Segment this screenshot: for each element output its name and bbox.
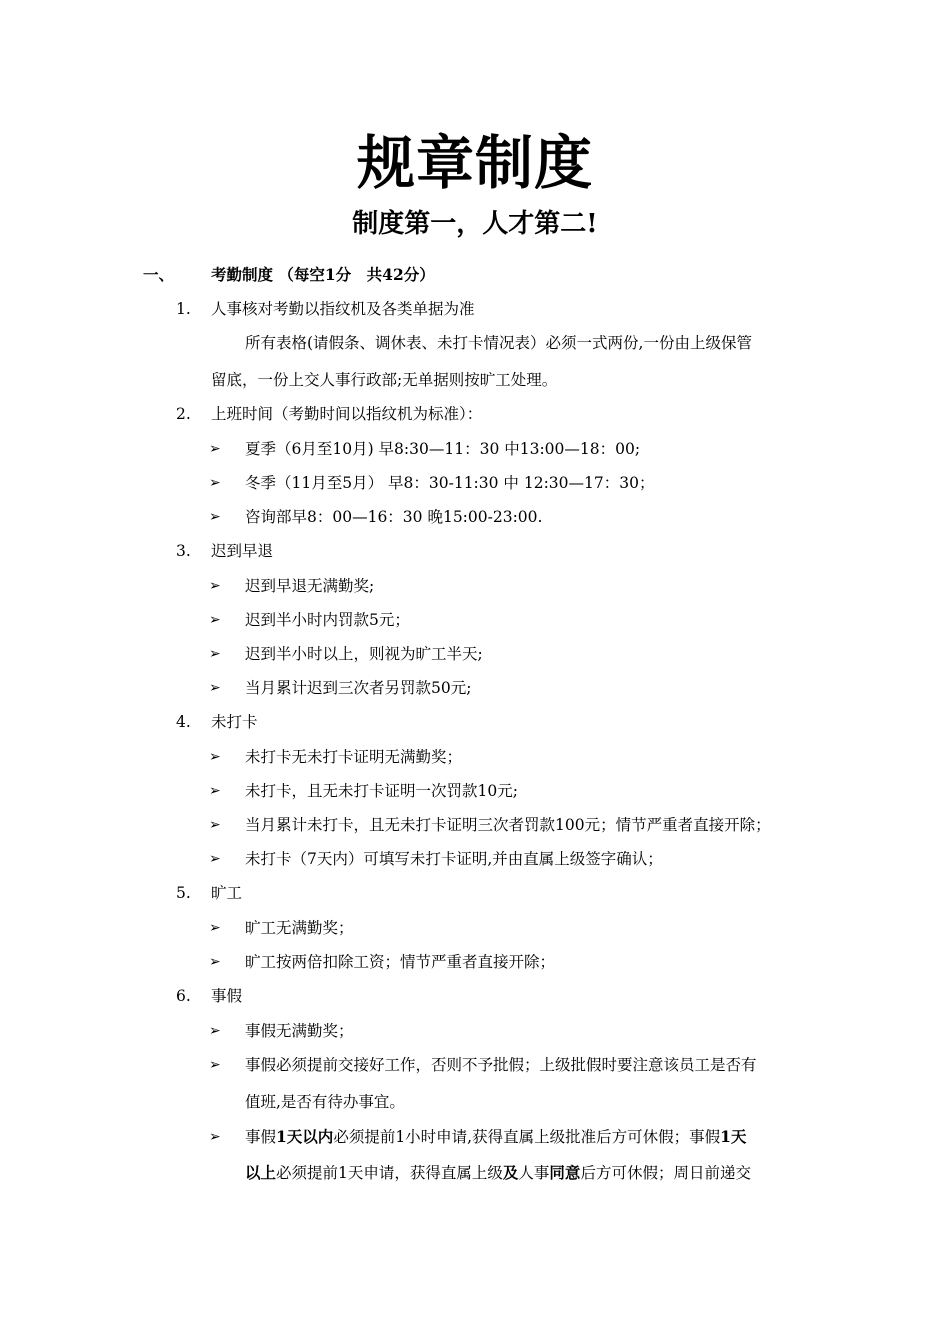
bullet-arrow-icon: ➢: [209, 646, 221, 662]
emphasis-text: 1天: [720, 1127, 747, 1146]
bullet-text: 当月累计迟到三次者另罚款50元;: [245, 679, 472, 697]
list-item-text: 上班时间（考勤时间以指纹机为标准）：: [211, 405, 483, 423]
bullet-arrow-icon: ➢: [209, 1023, 221, 1039]
text-run: 必须提前1天申请，获得直属上级: [276, 1164, 503, 1182]
bullet-arrow-icon: ➢: [209, 441, 221, 457]
bullet-arrow-icon: ➢: [209, 851, 221, 867]
bullet-text: 迟到半小时内罚款5元；: [245, 611, 410, 629]
emphasis-text: 以上: [245, 1163, 277, 1182]
bullet-arrow-icon: ➢: [209, 578, 221, 594]
paragraph-line: 留底，一份上交人事行政部;无单据则按旷工处理。: [211, 371, 558, 389]
list-number: 1.: [176, 300, 191, 318]
list-item-text: 事假: [211, 987, 243, 1005]
bullet-arrow-icon: ➢: [209, 749, 221, 765]
bullet-arrow-icon: ➢: [209, 783, 221, 799]
bullet-arrow-icon: ➢: [209, 1057, 221, 1073]
list-item-text: 未打卡: [211, 713, 258, 731]
bullet-text: 事假无满勤奖；: [245, 1022, 354, 1040]
bullet-text: 夏季（6月至10月) 早8:30—11：30 中13:00—18：00;: [245, 440, 641, 458]
bullet-text-mixed: [245, 1120, 746, 1154]
bullet-text: 冬季（11月至5月） 早8：30-11:30 中 12:30—17：30；: [245, 474, 655, 492]
emphasis-text: 1天以内: [276, 1127, 334, 1146]
bullet-arrow-icon: ➢: [209, 612, 221, 628]
list-item-text: 迟到早退: [211, 542, 274, 560]
text-run: 后方可休假；周日前递交: [580, 1164, 751, 1182]
emphasis-text: 及: [502, 1163, 519, 1182]
list-item-text: 旷工: [211, 884, 243, 902]
bullet-text-mixed-continued: [245, 1156, 751, 1190]
bullet-text: 旷工按两倍扣除工资；情节严重者直接开除；: [245, 953, 556, 971]
bullet-arrow-icon: ➢: [209, 509, 221, 525]
section-number: 一、: [143, 265, 175, 284]
text-run: 事假: [245, 1128, 277, 1146]
bullet-text: 未打卡，且无未打卡证明一次罚款10元;: [245, 782, 518, 800]
emphasis-text: 同意: [549, 1163, 581, 1182]
bullet-text: 事假必须提前交接好工作，否则不予批假；上级批假时要注意该员工是否有: [245, 1056, 757, 1074]
list-number: 5.: [176, 884, 191, 902]
bullet-text: 未打卡无未打卡证明无满勤奖；: [245, 748, 463, 766]
list-item-text: 人事核对考勤以指纹机及各类单据为准: [211, 300, 475, 318]
bullet-text: 当月累计未打卡，且无未打卡证明三次者罚款100元；情节严重者直接开除；: [245, 816, 771, 834]
bullet-arrow-icon: ➢: [209, 920, 221, 936]
bullet-text: 咨询部早8：00—16：30 晚15:00-23:00.: [245, 508, 543, 526]
bullet-arrow-icon: ➢: [209, 954, 221, 970]
bullet-arrow-icon: ➢: [209, 475, 221, 491]
list-number: 4.: [176, 713, 191, 731]
page-subtitle: 制度第一，人才第二!: [352, 209, 598, 239]
paragraph-line: 所有表格(请假条、调休表、未打卡情况表）必须一式两份,一份由上级保管: [245, 334, 752, 352]
bullet-arrow-icon: ➢: [209, 817, 221, 833]
text-run: 人事: [518, 1164, 550, 1182]
list-number: 2.: [176, 405, 191, 423]
bullet-text: 迟到早退无满勤奖;: [245, 577, 375, 595]
bullet-text: 迟到半小时以上，则视为旷工半天;: [245, 645, 483, 663]
bullet-text: 未打卡（7天内）可填写未打卡证明,并由直属上级签字确认；: [245, 850, 663, 868]
page-title: 规章制度: [356, 129, 593, 197]
list-number: 3.: [176, 542, 191, 560]
bullet-arrow-icon: ➢: [209, 1129, 221, 1145]
bullet-arrow-icon: ➢: [209, 680, 221, 696]
text-run: 必须提前1小时申请,获得直属上级批准后方可休假；事假: [333, 1128, 721, 1146]
list-number: 6.: [176, 987, 191, 1005]
bullet-text: 旷工无满勤奖；: [245, 919, 354, 937]
section-heading: 考勤制度 （每空1分 共42分）: [211, 265, 435, 284]
bullet-text-continued: 值班,是否有待办事宜。: [245, 1093, 405, 1111]
